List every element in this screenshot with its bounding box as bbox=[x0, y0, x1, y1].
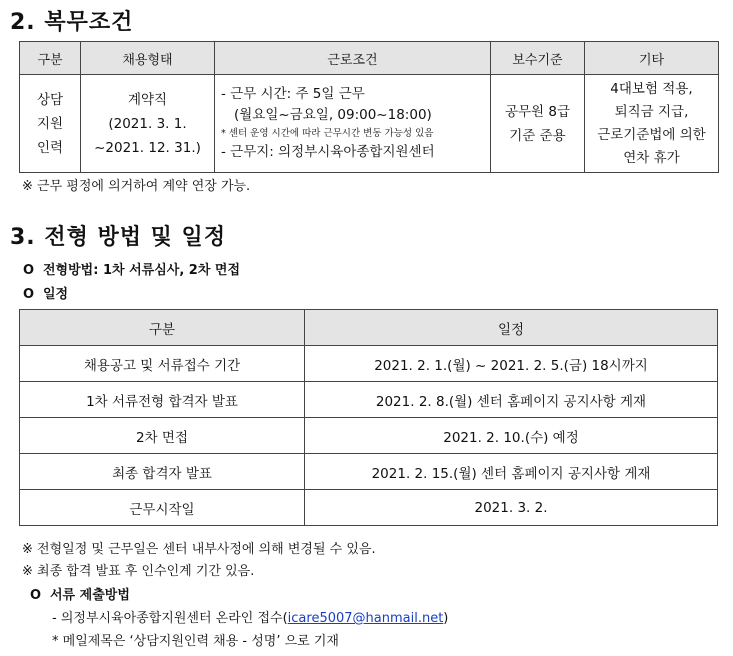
header-employment-type: 채용형태 bbox=[81, 42, 215, 75]
selection-method-text: 전형방법: 1차 서류심사, 2차 면접 bbox=[43, 263, 241, 278]
work-hours-line: - 근무 시간: 주 5일 근무 bbox=[221, 86, 365, 102]
circle-bullet-icon: O bbox=[23, 263, 35, 278]
cell-misc: 4대보험 적용, 퇴직금 지급, 근로기준법에 의한 연차 휴가 bbox=[585, 75, 719, 173]
section-title-service-conditions: 2. 복무조건 bbox=[10, 10, 134, 35]
handover-note: ※ 최종 합격 발표 후 인수인계 기간 있음. bbox=[22, 564, 255, 579]
schedule-date: 2021. 2. 8.(월) 센터 홈페이지 공지사항 게재 bbox=[305, 382, 718, 418]
table-row bbox=[20, 490, 718, 526]
schedule-item: 근무시작일 bbox=[20, 490, 305, 526]
submission-method-bullet bbox=[30, 584, 130, 603]
schedule-table bbox=[19, 309, 718, 526]
online-submission-line: - 의정부시육아종합지원센터 온라인 접수(icare5007@hanmail.net) bbox=[52, 611, 449, 626]
table-row bbox=[20, 346, 718, 382]
email-subject-note: * 메일제목은 ‘상담지원인력 채용 - 성명’ 으로 기재 bbox=[52, 634, 339, 649]
circle-bullet-icon: O bbox=[30, 588, 42, 603]
header-misc: 기타 bbox=[585, 42, 719, 75]
cell-employment-type: 계약직 (2021. 3. 1. ~2021. 12. 31.) bbox=[81, 75, 215, 173]
service-conditions-table bbox=[19, 41, 719, 173]
section-title-selection-schedule: 3. 전형 방법 및 일정 bbox=[10, 225, 227, 250]
schedule-text: 일정 bbox=[43, 287, 69, 302]
schedule-date: 2021. 2. 10.(수) 예정 bbox=[305, 418, 718, 454]
schedule-item: 최종 합격자 발표 bbox=[20, 454, 305, 490]
cell-pay-standard: 공무원 8급 기준 준용 bbox=[491, 75, 585, 173]
schedule-bullet bbox=[23, 283, 68, 302]
header-category: 구분 bbox=[20, 42, 81, 75]
cell-category: 상담 지원 인력 bbox=[20, 75, 81, 173]
header-schedule: 일정 bbox=[305, 310, 718, 346]
table-header-row bbox=[20, 310, 718, 346]
submission-method-title: 서류 제출방법 bbox=[50, 588, 130, 603]
work-days-line: (월요일~금요일, 09:00~18:00) bbox=[234, 107, 432, 123]
table-row bbox=[20, 454, 718, 490]
table-row bbox=[20, 418, 718, 454]
hours-change-note: * 센터 운영 시간에 따라 근무시간 변동 가능성 있음 bbox=[221, 128, 434, 139]
cell-work-conditions bbox=[215, 75, 491, 173]
contract-extension-note: ※ 근무 평정에 의거하여 계약 연장 가능. bbox=[22, 179, 251, 194]
email-link[interactable]: icare5007@hanmail.net bbox=[287, 611, 444, 626]
schedule-date: 2021. 2. 1.(월) ~ 2021. 2. 5.(금) 18시까지 bbox=[305, 346, 718, 382]
table-row bbox=[20, 75, 719, 173]
schedule-item: 채용공고 및 서류접수 기간 bbox=[20, 346, 305, 382]
schedule-item: 1차 서류전형 합격자 발표 bbox=[20, 382, 305, 418]
selection-method-bullet bbox=[23, 259, 240, 278]
header-pay-standard: 보수기준 bbox=[491, 42, 585, 75]
schedule-date: 2021. 2. 15.(월) 센터 홈페이지 공지사항 게재 bbox=[305, 454, 718, 490]
work-location-line: - 근무지: 의정부시육아종합지원센터 bbox=[221, 144, 435, 160]
header-item: 구분 bbox=[20, 310, 305, 346]
schedule-item: 2차 면접 bbox=[20, 418, 305, 454]
schedule-date: 2021. 3. 2. bbox=[305, 490, 718, 526]
header-work-conditions: 근로조건 bbox=[215, 42, 491, 75]
table-header-row bbox=[20, 42, 719, 75]
table-row bbox=[20, 382, 718, 418]
circle-bullet-icon: O bbox=[23, 287, 35, 302]
schedule-change-note: ※ 전형일정 및 근무일은 센터 내부사정에 의해 변경될 수 있음. bbox=[22, 542, 376, 557]
